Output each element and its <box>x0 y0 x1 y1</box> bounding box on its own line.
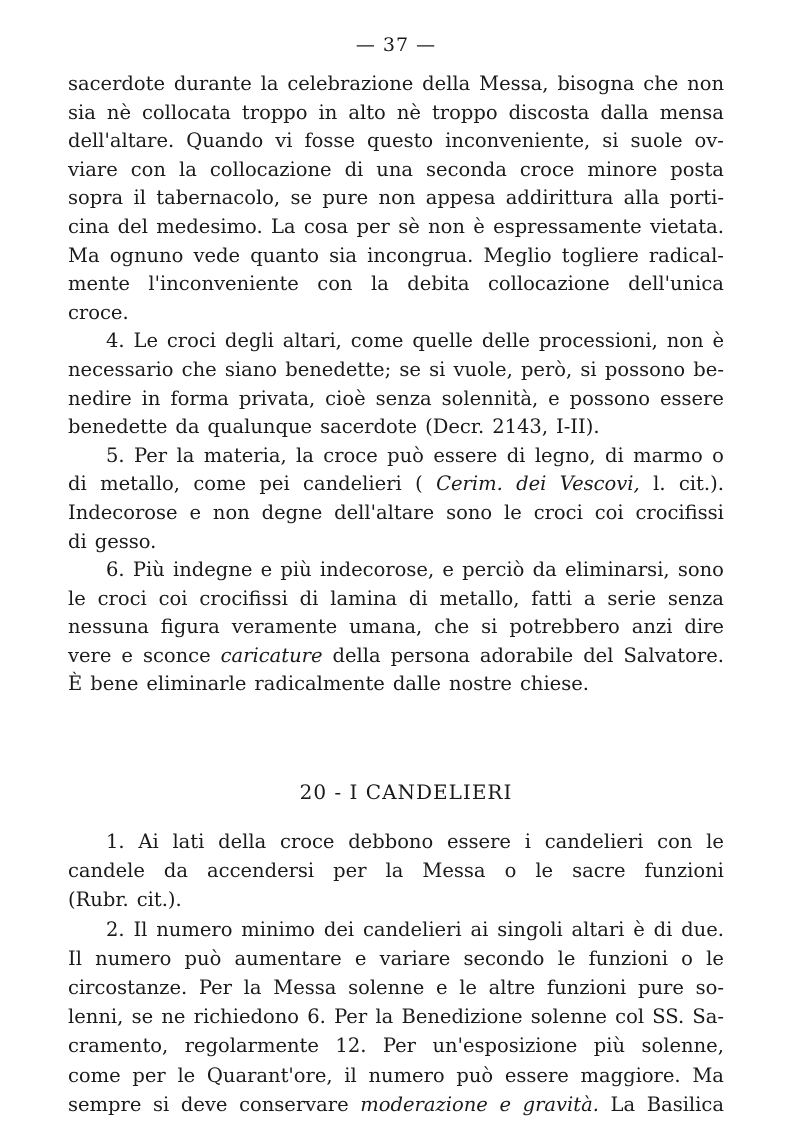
text-line: nessuna figura veramente umana, che si potrebbero anzi dire <box>68 615 724 639</box>
text-line: circostanze. Per la Messa solenne e le altre funzioni pure so- <box>68 976 724 999</box>
text-line: 4. Le croci degli altari, come quelle delle processioni, non è <box>106 329 724 353</box>
text-line: viare con la collocazione di una seconda croce minore posta <box>68 157 724 181</box>
text-line: mente l'inconveniente con la debita collocazione dell'unica <box>68 272 724 296</box>
text-line: sacerdote durante la celebrazione della Messa, bisogna che non <box>68 72 724 95</box>
text-line: (Rubr. cit.). <box>68 888 182 912</box>
section-title: 20 - I CANDELIERI <box>299 780 513 805</box>
text-line: Indecorose e non degne dell'altare sono le croci coi crocifissi <box>68 500 724 524</box>
text-line: cina del medesimo. La cosa per sè non è espressamente vietata. <box>68 214 724 238</box>
text-line: cramento, regolarmente 12. Per un'esposizione più solenne, <box>68 1034 724 1058</box>
text-line: 1. Ai lati della croce debbono essere i candelieri con le <box>106 830 724 854</box>
text-line: 2. Il numero minimo dei candelieri ai singoli altari è di due. <box>106 917 724 941</box>
text-line: candele da accendersi per la Messa o le sacre funzioni <box>68 859 724 883</box>
text-line: 6. Più indegne e più indecorose, e perciò da eliminarsi, sono <box>106 558 724 582</box>
text-line: 5. Per la materia, la croce può essere di legno, di marmo o <box>106 443 724 467</box>
text-line: Il numero può aumentare e variare secondo le funzioni o le <box>68 946 724 970</box>
text-line: croce. <box>68 300 129 324</box>
text-line: di metallo, come pei candelieri ( Cerim. dei Vescovi, l. cit.). <box>68 472 724 496</box>
text-line: benedette da qualunque sacerdote (Decr. 2143, I-II). <box>68 415 600 439</box>
text-line: come per le Quarant'ore, il numero può essere maggiore. Ma <box>68 1063 724 1087</box>
text-line: vere e sconce caricature della persona adorabile del Salvatore. <box>68 643 724 667</box>
text-line: lenni, se ne richiedono 6. Per la Benedizione solenne col SS. Sa- <box>68 1005 724 1029</box>
text-line: dell'altare. Quando vi fosse questo inconveniente, si suole ov- <box>68 129 724 153</box>
text-line: necessario che siano benedette; se si vuole, però, si possono be- <box>68 357 724 381</box>
text-line: Ma ognuno vede quanto sia incongrua. Meglio togliere radical- <box>68 243 724 267</box>
section-gap <box>68 699 724 777</box>
document-page <box>68 30 724 1119</box>
page-number: — 37 — <box>355 34 437 56</box>
text-line: nedire in forma privata, cioè senza solennità, e possono essere <box>68 386 724 410</box>
text-block-2 <box>68 827 724 1119</box>
text-line: sia nè collocata troppo in alto nè troppo discosta dalla mensa <box>68 100 724 124</box>
text-line: sempre si deve conservare moderazione e gravità. La Basilica <box>68 1092 724 1116</box>
text-line: le croci coi crocifissi di lamina di metallo, fatti a serie senza <box>68 586 724 610</box>
text-line: di gesso. <box>68 529 157 553</box>
text-line: È bene eliminarle radicalmente dalle nostre chiese. <box>68 672 589 696</box>
text-block-1 <box>68 70 724 699</box>
text-line: sopra il tabernacolo, se pure non appesa addirittura alla porti- <box>68 186 724 210</box>
